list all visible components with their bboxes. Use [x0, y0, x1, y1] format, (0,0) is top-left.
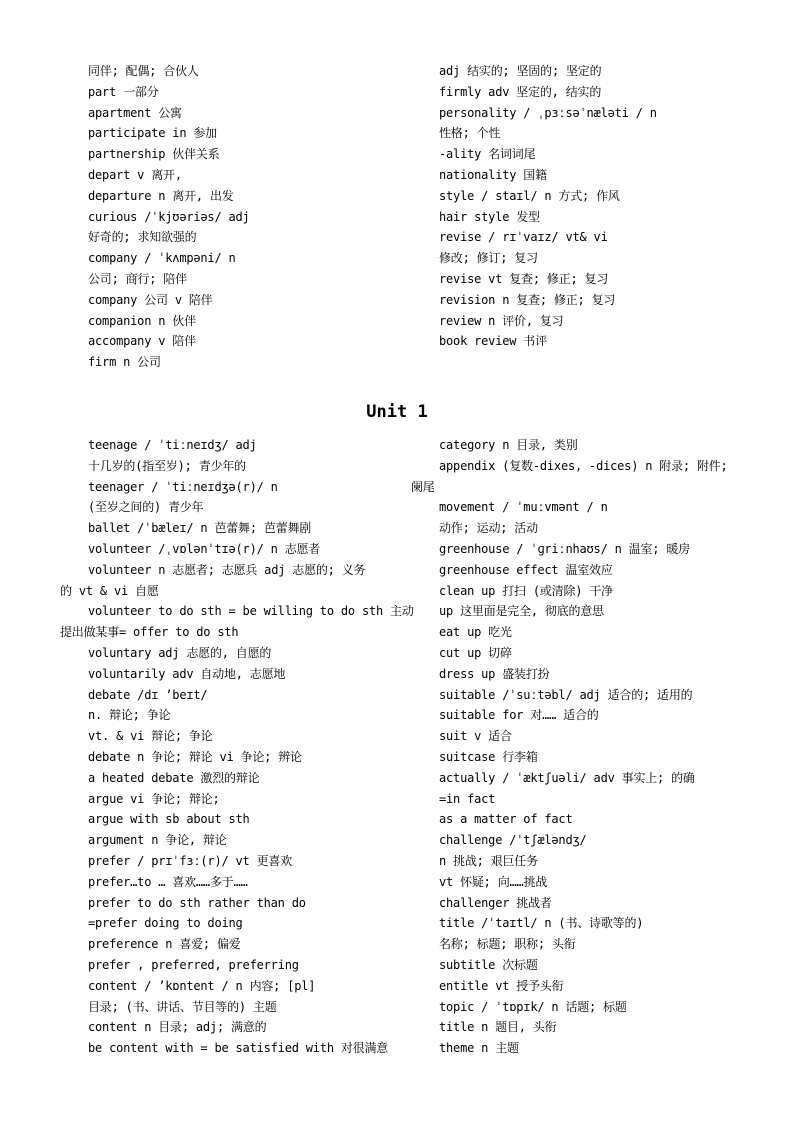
vocab-line: debate n 争论; 辩论 vi 争论; 辨论	[88, 750, 302, 764]
vocab-line: revision n 复查; 修正; 复习	[439, 292, 616, 307]
vocab-line: suitcase 行李箱	[439, 750, 538, 764]
vocab-line: entitle vt 授予头衔	[439, 978, 564, 993]
vocab-line: 十几岁的(指至岁); 青少年的	[88, 458, 246, 473]
vocab-line: 性格; 个性	[439, 126, 501, 141]
vocab-line: argument n 争论, 辩论	[88, 833, 227, 848]
vocab-line: -ality 名词词尾	[439, 147, 536, 162]
vocab-line: voluntarily adv 自动地, 志愿地	[88, 666, 286, 681]
vocab-line: partnership 伙伴关系	[88, 147, 220, 162]
vocab-line: suit v 适合	[439, 729, 512, 744]
vocab-line: =prefer doing to doing	[88, 916, 243, 931]
vocab-line: content n 目录; adj; 满意的	[88, 1020, 267, 1035]
vocab-line: nationality 国籍	[439, 168, 547, 182]
vocab-line: 同伴; 配偶; 合伙人	[88, 64, 199, 78]
vocab-line: 提出做某事= offer to do sth	[60, 625, 239, 640]
vocab-line: title /ˈtaɪtl/ n (书、诗歌等的)	[439, 916, 644, 931]
vocab-line: review n 评价, 复习	[439, 313, 564, 328]
vocab-line: teenage / ˈtiːneɪdʒ/ adj	[88, 438, 257, 452]
vocab-line: cut up 切碎	[439, 646, 512, 660]
vocab-line: content / ’kɒntent / n 内容; [pl]	[88, 978, 316, 993]
vocab-line: prefer to do sth rather than do	[88, 895, 306, 910]
vocab-line: suitable /ˈsuːtəbl/ adj 适合的; 适用的	[439, 687, 693, 702]
vocab-line: volunteer n 志愿者; 志愿兵 adj 志愿的; 义务	[88, 562, 366, 577]
vocab-line: category n 目录, 类别	[439, 438, 578, 452]
vocab-line: voluntary adj 志愿的, 自愿的	[88, 646, 272, 660]
vocab-line: be content with = be satisfied with 对很满意	[88, 1041, 389, 1056]
vocab-line: argue with sb about sth	[88, 812, 250, 827]
vocab-line: personality / ˌpɜːsəˈnæləti / n	[439, 105, 657, 120]
vocab-line: volunteer /ˌvɒlənˈtɪə(r)/ n 志愿者	[88, 542, 321, 556]
vocab-line: book review 书评	[439, 334, 547, 349]
vocab-line: participate in 参加	[88, 126, 217, 141]
vocab-line: adj 结实的; 坚固的; 坚定的	[439, 64, 602, 78]
vocab-line: (至岁之间的) 青少年	[88, 500, 204, 515]
vocab-line: movement / ˈmuːvmənt / n	[439, 500, 608, 515]
vocab-line: revise vt 复查; 修正; 复习	[439, 272, 609, 286]
vocab-line: n. 辩论; 争论	[88, 708, 171, 723]
vocab-line: dress up 盛装打扮	[439, 666, 550, 681]
vocab-line: hair style 发型	[439, 209, 540, 224]
vocab-line: challenge /ˈtʃæləndʒ/	[439, 833, 587, 848]
vocab-line: teenager / ˈtiːneɪdʒə(r)/ n	[88, 479, 278, 494]
vocab-line: vt 怀疑; 向……挑战	[439, 874, 548, 889]
vocab-line: companion n 伙伴	[88, 313, 196, 328]
vocab-line: argue vi 争论; 辩论;	[88, 791, 220, 806]
vocab-line: =in fact	[439, 791, 496, 806]
vocab-line: 修改; 修订; 复习	[439, 251, 538, 266]
vocab-line: 目录; (书、讲话、节目等的) 主题	[88, 999, 277, 1014]
vocab-line: theme n 主题	[439, 1041, 519, 1056]
vocab-line: greenhouse effect 温室效应	[439, 562, 613, 577]
vocab-line: eat up 吃光	[439, 625, 512, 640]
vocab-line: debate /dɪ ’beɪt/	[88, 687, 208, 702]
vocab-line: 公司; 商行; 陪伴	[88, 272, 187, 286]
vocab-line: 阑尾	[411, 479, 435, 494]
vocab-line: greenhouse / ˈɡriːnhaʊs/ n 温室; 暖房	[439, 542, 690, 556]
vocab-line: appendix (复数-dixes, -dices) n 附录; 附件;	[439, 458, 728, 473]
vocab-line: company 公司 v 陪伴	[88, 292, 213, 307]
vocab-line: subtitle 次标题	[439, 958, 538, 972]
unit-title: Unit 1	[366, 402, 428, 422]
vocab-line: 动作; 运动; 活动	[439, 521, 538, 536]
vocab-line: prefer , preferred, preferring	[88, 958, 299, 972]
vocab-line: revise / rɪˈvaɪz/ vt& vi	[439, 230, 608, 245]
vocab-line: company / ˈkʌmpəni/ n	[88, 251, 236, 266]
vocab-line: firm n 公司	[88, 355, 161, 370]
vocab-line: vt. & vi 辩论; 争论	[88, 729, 213, 744]
vocab-line: 好奇的; 求知欲强的	[88, 230, 197, 245]
vocab-line: challenger 挑战者	[439, 895, 552, 910]
vocab-line: up 这里面是完全, 彻底的意思	[439, 604, 604, 619]
vocab-line: as a matter of fact	[439, 812, 573, 827]
vocab-line: a heated debate 激烈的辩论	[88, 770, 260, 785]
vocab-line: style / staɪl/ n 方式; 作风	[439, 188, 620, 203]
vocab-line: actually / ˈæktʃuəli/ adv 事实上; 的确	[439, 770, 695, 785]
vocab-line: topic / ˈtɒpɪk/ n 话题; 标题	[439, 999, 627, 1014]
vocab-line: n 挑战; 艰巨任务	[439, 854, 538, 868]
vocab-line: 名称; 标题; 职称; 头衔	[439, 937, 576, 952]
vocab-line: part 一部分	[88, 84, 159, 99]
vocab-line: clean up 打扫 (或清除) 干净	[439, 583, 613, 598]
vocab-line: accompany v 陪伴	[88, 334, 196, 349]
vocab-line: preference n 喜爱; 偏爱	[88, 937, 241, 952]
vocab-line: departure n 离开, 出发	[88, 188, 234, 203]
vocab-line: depart v 离开,	[88, 168, 182, 182]
vocab-line: title n 题目, 头衔	[439, 1020, 557, 1035]
vocab-line: ballet /ˈbæleɪ/ n 芭蕾舞; 芭蕾舞剧	[88, 521, 312, 536]
vocab-line: suitable for 对…… 适合的	[439, 708, 599, 723]
vocab-line: prefer…to … 喜欢……多于……	[88, 874, 248, 889]
vocab-line: volunteer to do sth = be willing to do sth 主动	[88, 604, 414, 619]
vocab-line: firmly adv 坚定的, 结实的	[439, 84, 602, 99]
vocab-line: apartment 公寓	[88, 105, 182, 120]
vocab-line: prefer / prɪˈfɜː(r)/ vt 更喜欢	[88, 854, 292, 868]
vocab-line: curious /ˈkjʊəriəs/ adj	[88, 209, 250, 224]
vocab-line: 的 vt & vi 自愿	[60, 583, 159, 598]
